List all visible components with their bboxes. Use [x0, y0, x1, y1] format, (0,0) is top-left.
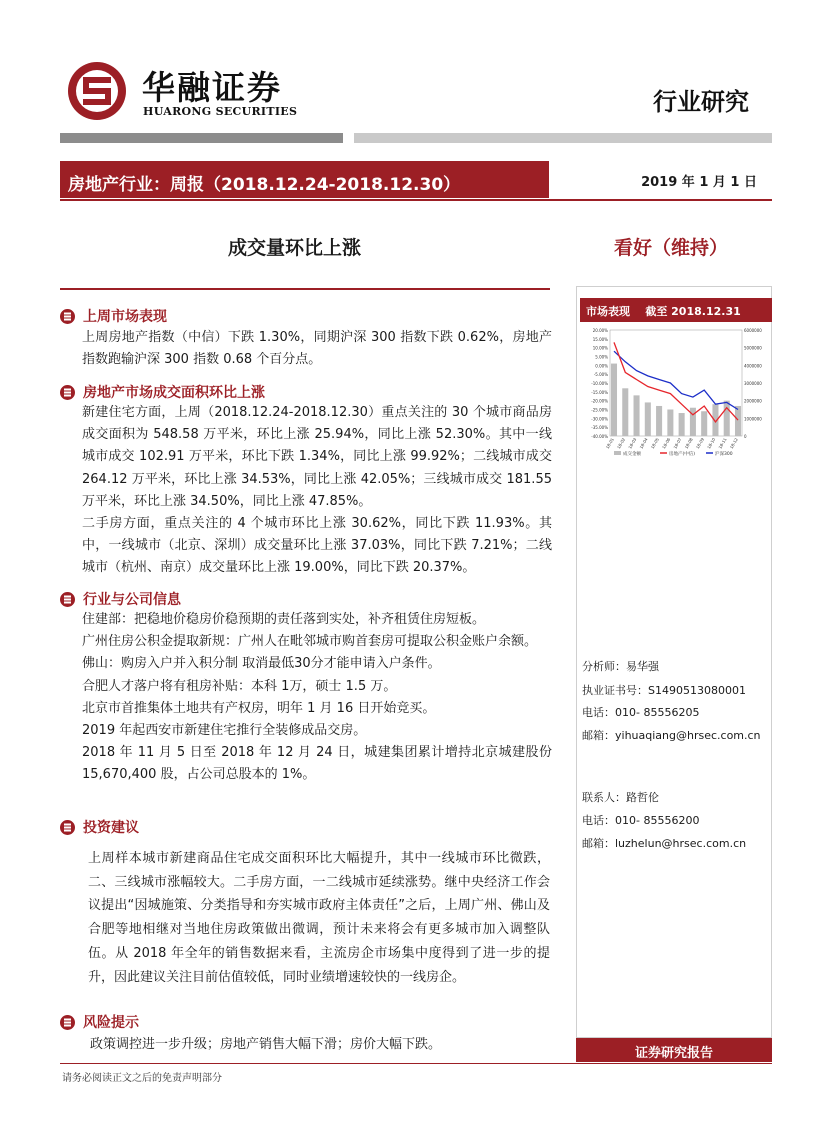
y-tick-label-left: 20.00% — [592, 328, 608, 333]
paragraph: 2019 年起西安市新建住宅推行全装修成品交房。 — [82, 723, 367, 739]
report-date: 2019 年 1 月 1 日 — [641, 175, 757, 190]
paragraph: 新建住宅方面，上周（2018.12.24-2018.12.30）重点关注的 30 个城市商品房成交面积为 548.58 万平米，环比上涨 25.94%，同比上涨 52.30%。其中一线城市成交 102.91 万平米，环比下跌 1.34%，同比上涨 99.92%；二线城市成交 264.12 万平米，环比上涨 34.53%，同比上涨 42.05%；三线城市成交 181.55 万平米，环比上涨 34.50%，同比上涨 47.85%。 — [82, 405, 552, 509]
y-tick-label-left: 10.00% — [592, 345, 608, 351]
section-icon — [60, 385, 75, 400]
divider — [60, 1063, 772, 1064]
section-heading — [60, 589, 181, 609]
paragraph: 上周房地产指数（中信）下跌 1.30%，同期沪深 300 指数下跌 0.62%，房地产指数跑输沪深 300 指数 0.68 个百分点。 — [82, 330, 552, 368]
as-of-date: 截至 2018.12.31 — [645, 305, 741, 318]
divider — [60, 199, 772, 201]
legend-label: 房地产(中信) — [669, 452, 696, 457]
y-tick-label-right: 2000000 — [744, 398, 762, 404]
divider — [60, 288, 550, 290]
x-tick-label: 18-02 — [615, 437, 627, 450]
x-tick-label: 18-05 — [649, 437, 660, 450]
legend-label: 成交金额 — [623, 452, 641, 457]
y-tick-label-right: 0 — [744, 434, 747, 439]
y-tick-label-left: 15.00% — [592, 336, 608, 342]
header-bar-light — [354, 133, 772, 143]
y-tick-label-left: -40.00% — [591, 434, 608, 439]
rating: 看好（维持） — [614, 237, 729, 259]
chart-bar — [724, 401, 730, 436]
header-bar-dark — [60, 133, 343, 143]
section-body — [82, 327, 552, 371]
y-tick-label-left: -25.00% — [591, 407, 608, 413]
paragraph: 上周样本城市新建商品住宅成交面积环比大幅提升，其中一线城市环比微跌，二、三线城市涨幅较大。二手房方面，一二线城市延续涨势。继中央经济工作会议提出“因城施策、分类指导和夯实城市政府主体责任”之后，上周广州、佛山及合肥等地相继对当地住房政策做出微调，预计未来将会有更多城市加入调整队伍。从 2018 年全年的销售数据来看，主流房企市场集中度得到了进一步的提升，因此建议关注目前估值较低，同时业绩增速较快的一线房企。 — [88, 851, 550, 985]
chart-bar — [611, 364, 617, 436]
paragraph: 北京市首推集体土地共有产权房，明年 1 月 16 日开始竞买。 — [82, 700, 436, 716]
section-body — [88, 847, 550, 989]
section-body — [82, 609, 552, 787]
x-tick-label: 18-11 — [717, 437, 728, 450]
x-tick-label: 18-01 — [604, 437, 615, 450]
section-title: 房地产市场成交面积环比上涨 — [83, 385, 265, 401]
y-tick-label-left: -15.00% — [591, 389, 608, 395]
section-body — [90, 1034, 560, 1056]
x-tick-label: 18-04 — [638, 437, 649, 450]
report-footer-label: 证券研究报告 — [576, 1038, 772, 1062]
paragraph: 政策调控进一步升级；房地产销售大幅下滑；房价大幅下跌。 — [90, 1037, 442, 1052]
series-line — [614, 351, 738, 409]
chart-bar — [622, 388, 628, 436]
section-icon — [60, 820, 75, 835]
y-tick-label-left: -20.00% — [591, 398, 608, 404]
y-tick-label-left: -5.00% — [593, 372, 608, 378]
market-chart — [584, 326, 770, 461]
x-tick-label: 18-06 — [661, 437, 672, 450]
x-tick-label: 18-09 — [694, 437, 706, 450]
y-tick-label-right: 5000000 — [744, 345, 762, 351]
chart-bar — [667, 410, 673, 437]
y-tick-label-right: 6000000 — [744, 328, 762, 333]
series-line — [614, 342, 738, 422]
x-tick-label: 18-12 — [728, 437, 739, 450]
legend-label: 沪深300 — [715, 452, 733, 457]
brand-name-en: HUARONG SECURITIES — [143, 105, 298, 118]
section-heading — [60, 382, 265, 402]
y-tick-label-right: 4000000 — [744, 363, 762, 369]
y-tick-label-right: 1000000 — [744, 416, 762, 422]
disclaimer: 请务必阅读正文之后的免责声明部分 — [62, 1073, 222, 1084]
chart-bar — [735, 406, 741, 436]
paragraph: 住建部：把稳地价稳房价稳预期的责任落到实处，补齐租赁住房短板。 — [82, 612, 486, 627]
report-title: 房地产行业：周报（2018.12.24-2018.12.30） — [60, 161, 549, 198]
analyst-name: 分析师：易华强 — [582, 660, 659, 673]
section-title: 上周市场表现 — [83, 309, 167, 325]
brand-name-cn: 华融证券 — [142, 68, 282, 107]
section-icon — [60, 1015, 75, 1030]
huarong-logo — [66, 60, 128, 122]
section-heading — [60, 306, 167, 326]
section-heading — [60, 817, 139, 837]
analyst-email[interactable]: 邮箱：yihuaqiang@hrsec.com.cn — [582, 729, 761, 742]
x-tick-label: 18-10 — [706, 437, 717, 450]
analyst-phone: 电话：010- 85556205 — [582, 706, 700, 719]
x-tick-label: 18-07 — [672, 437, 683, 450]
y-tick-label-left: -10.00% — [591, 381, 608, 386]
headline: 成交量环比上涨 — [228, 237, 362, 259]
contact-email[interactable]: 邮箱：luzhelun@hrsec.com.cn — [582, 837, 747, 850]
x-tick-label: 18-03 — [627, 437, 638, 450]
market-band — [580, 298, 772, 322]
paragraph: 2018 年 11 月 5 日至 2018 年 12 月 24 日，城建集团累计增持北京城建股份 15,670,400 股，占公司总股本的 1%。 — [82, 745, 552, 783]
chart-bar — [679, 413, 685, 436]
y-tick-label-left: -30.00% — [591, 416, 608, 422]
section-icon — [60, 592, 75, 607]
chart-bar — [645, 402, 651, 436]
paragraph: 合肥人才落户将有租房补贴：本科 1万，硕士 1.5 万。 — [82, 678, 397, 694]
contact-name: 联系人：路哲伦 — [582, 791, 659, 804]
section-body — [82, 402, 552, 580]
market-label: 市场表现 — [586, 305, 630, 318]
contact-phone: 电话：010- 85556200 — [582, 814, 700, 827]
report-type: 行业研究 — [653, 88, 749, 116]
analyst-license: 执业证书号：S1490513080001 — [582, 684, 746, 697]
section-heading — [60, 1012, 139, 1032]
y-tick-label-left: -35.00% — [591, 425, 608, 431]
chart-bar — [634, 395, 640, 436]
legend-swatch — [614, 451, 621, 455]
paragraph: 二手房方面，重点关注的 4 个城市环比上涨 30.62%，同比下跌 11.93%。其中，一线城市（北京、深圳）成交量环比上涨 37.03%，同比下跌 7.21%；二线城市（杭州、南京）成交量环比上涨 19.00%，同比下跌 20.37%。 — [82, 516, 552, 576]
x-tick-label: 18-08 — [683, 437, 694, 450]
y-tick-label-left: 0.00% — [595, 363, 608, 369]
y-tick-label-right: 3000000 — [744, 381, 762, 386]
y-tick-label-left: 5.00% — [595, 354, 608, 360]
paragraph: 佛山：购房入户并入积分制 取消最低30分才能申请入户条件。 — [82, 656, 441, 672]
plot-frame — [610, 330, 742, 436]
section-icon — [60, 309, 75, 324]
chart-bar — [656, 406, 662, 436]
chart-bar — [701, 411, 707, 436]
section-title: 投资建议 — [83, 820, 139, 836]
paragraph: 广州住房公积金提取新规：广州人在毗邻城市购首套房可提取公积金账户余额。 — [82, 634, 538, 650]
section-title: 风险提示 — [83, 1015, 139, 1031]
section-title: 行业与公司信息 — [83, 592, 181, 608]
